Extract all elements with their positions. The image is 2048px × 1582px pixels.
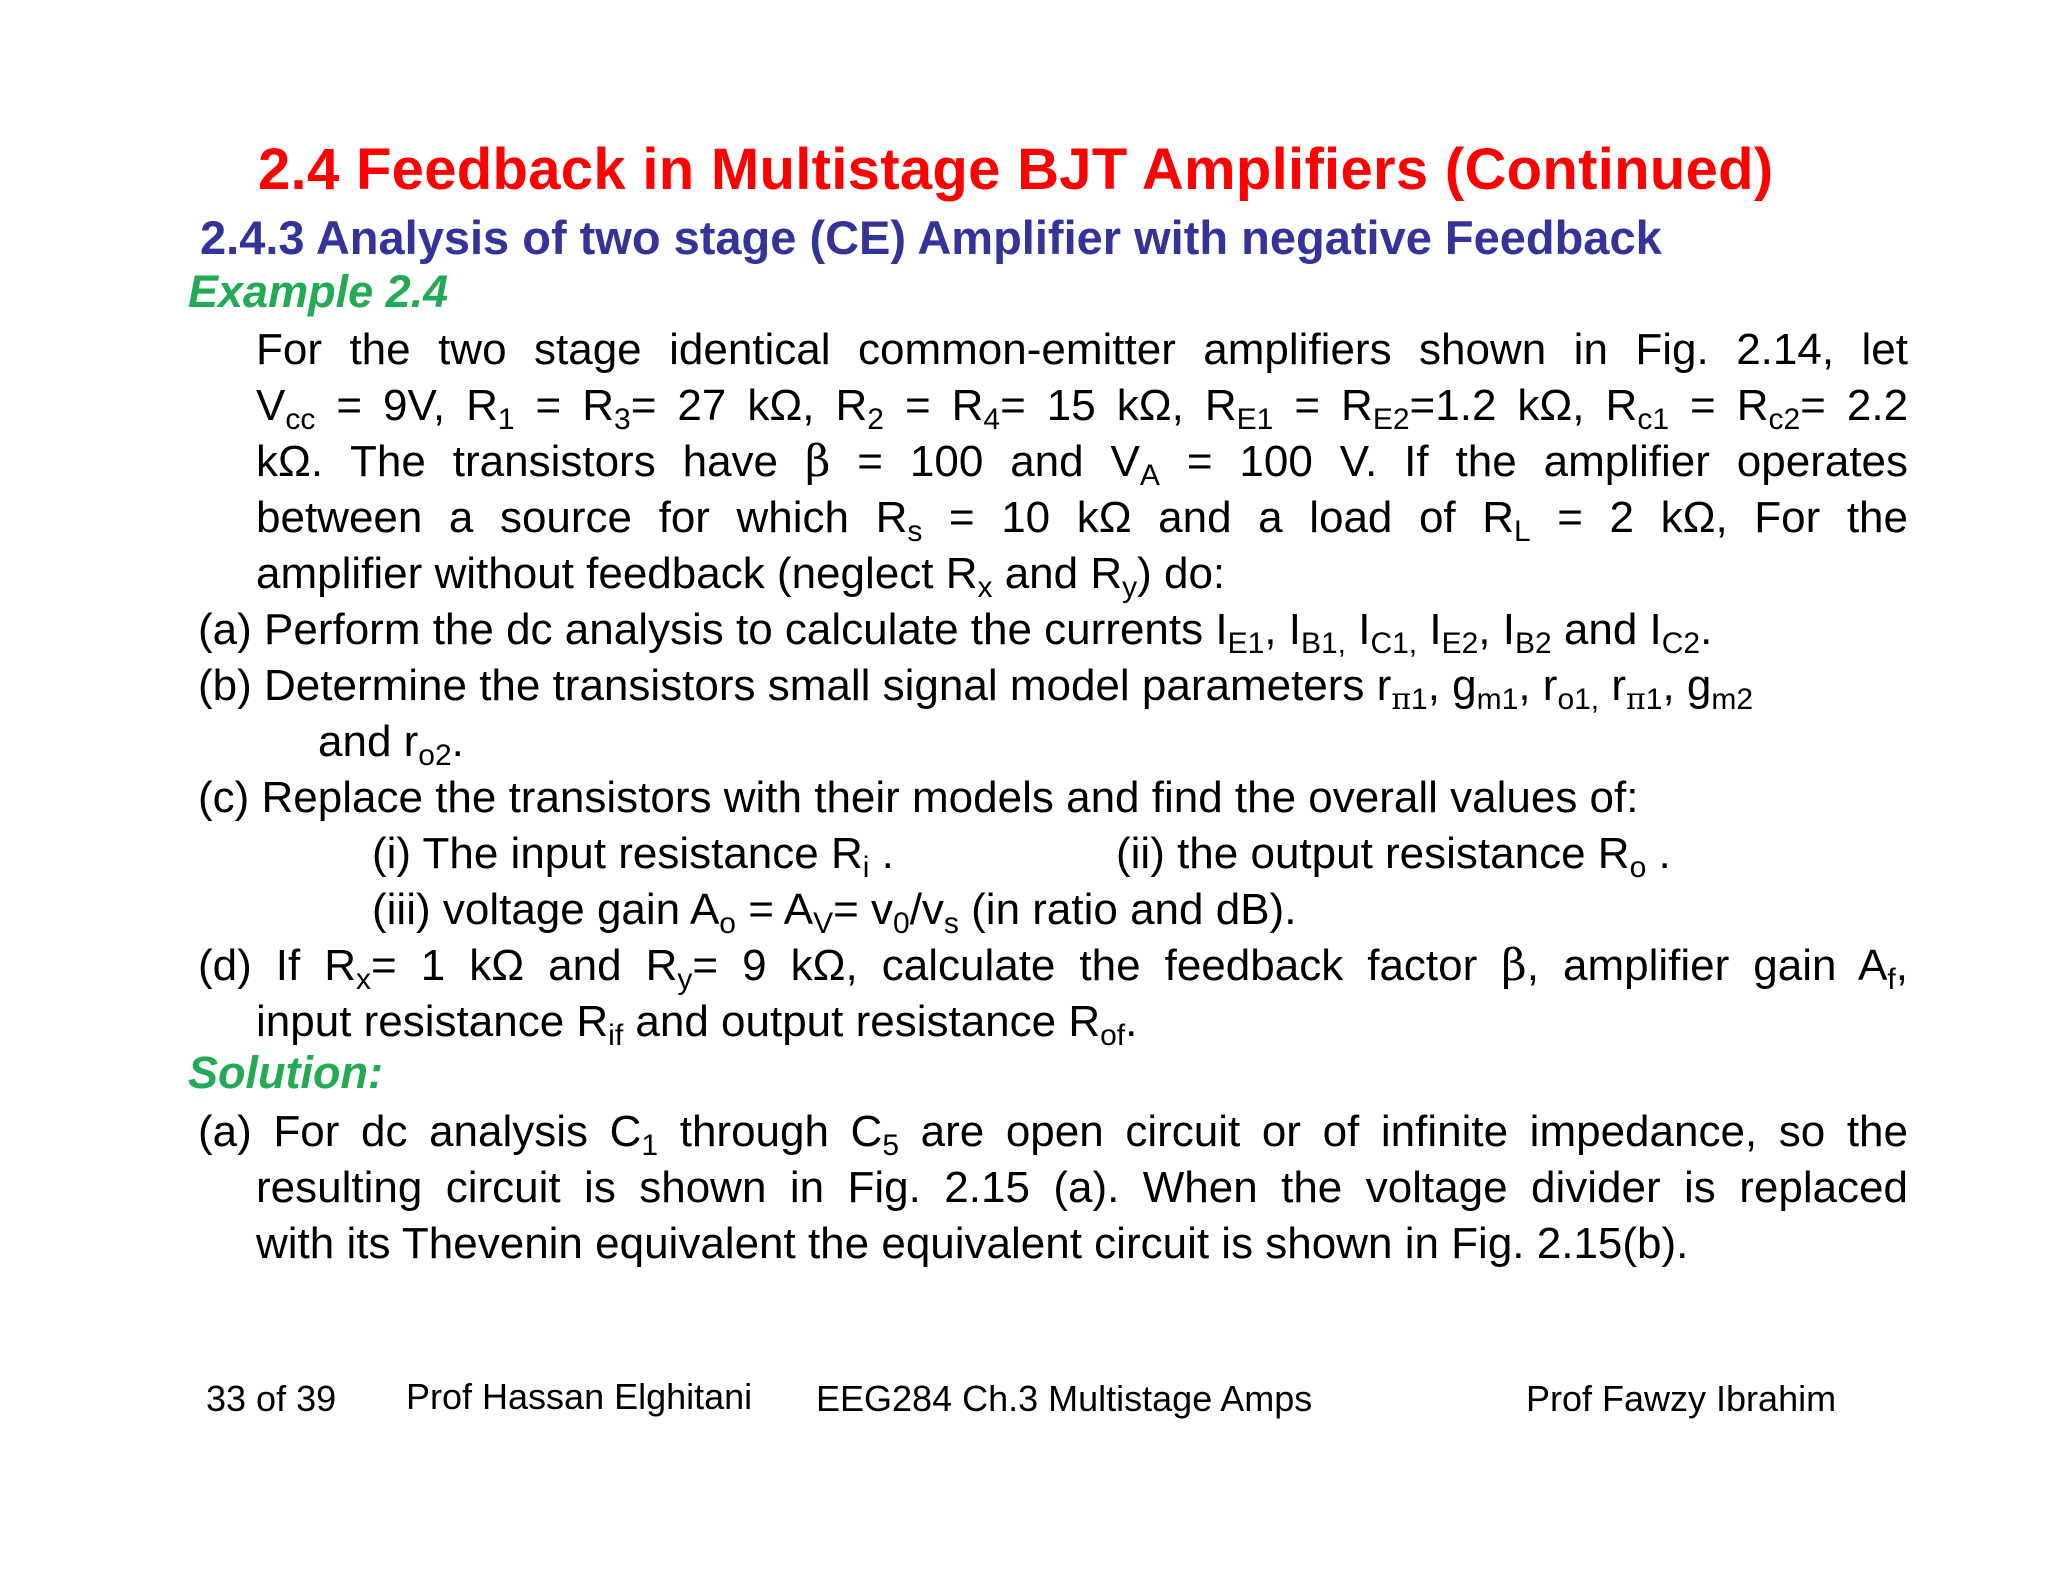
part-d-line-1: (d) If $R_x= 1$ kΩ and $R_y= 9$ kΩ, calculate the feedback factor β, amplifier gain $A_f$, [198, 940, 1908, 996]
footer-author-left: Prof Hassan Elghitani [406, 1376, 753, 1417]
part-b-line-2: and $r_{o2}$. [318, 717, 464, 772]
solution-line-2: resulting circuit is shown in Fig. 2.15 (a). When the voltage divider is replaced [256, 1163, 1908, 1212]
example-label: Example 2.4 [188, 266, 449, 317]
footer-author-right: Prof Fawzy Ibrahim [1526, 1378, 1837, 1419]
part-c: (c) Replace the transistors with their models and find the overall values of: [198, 773, 1639, 822]
problem-line-1: For the two stage identical common-emitter amplifiers shown in Fig. 2.14, let [256, 325, 1908, 374]
solution-line-1: (a) For dc analysis $C_1$ through $C_5$ are open circuit or of infinite impedance, so the [198, 1107, 1908, 1162]
problem-line-5: amplifier without feedback (neglect $R_x$ and $R_y$) do: [256, 549, 1226, 604]
problem-line-2: $V_{cc} = 9V$, $R_1 = R_3= 27$ kΩ, $R_2 = R_4= 15$ kΩ, $R_{E1} = R_{E2}=1.2$ kΩ, $R_{c1} = R_{c2}= 2.2$ [256, 381, 1909, 436]
part-d-line-2: input resistance $R_{if}$ and output resistance $R_{of}$. [256, 997, 1138, 1052]
part-c-i: (i) The input resistance $R_i$ . [372, 829, 894, 884]
part-b-line-1: (b) Determine the transistors small signal model parameters $r_{\pi 1}$, $g_{m1}$, $r_{o1,}$ $r_{\pi 1}$, $g_{m2}$ [198, 661, 1754, 717]
slide-subtitle: 2.4.3 Analysis of two stage (CE) Amplifier with negative Feedback [200, 211, 1662, 264]
problem-line-4: between a source for which $R_s = 10$ kΩ and a load of $R_L = 2$ kΩ, For the [256, 493, 1908, 548]
problem-line-3: kΩ. The transistors have β = 100 and $V_A = 100$ V. If the amplifier operates [256, 436, 1909, 492]
solution-line-3: with its Thevenin equivalent the equivalent circuit is shown in Fig. 2.15(b). [256, 1219, 1689, 1268]
footer-page-number: 33 of 39 [206, 1378, 337, 1419]
part-c-iii: (iii) voltage gain $A_o = A_V= v_0/v_s$ (in ratio and dB). [372, 885, 1297, 940]
solution-label: Solution: [188, 1047, 383, 1098]
slide-title: 2.4 Feedback in Multistage BJT Amplifiers (Continued) [258, 137, 1774, 202]
footer-course: EEG284 Ch.3 Multistage Amps [816, 1378, 1313, 1419]
part-c-ii: (ii) the output resistance $R_o$ . [1116, 829, 1671, 884]
part-a: (a) Perform the dc analysis to calculate the currents $I_{E1}$, $I_{B1,}$ $I_{C1,}$ $I_{E2}$, $I_{B2}$ and $I_{C2}$. [198, 605, 1713, 660]
